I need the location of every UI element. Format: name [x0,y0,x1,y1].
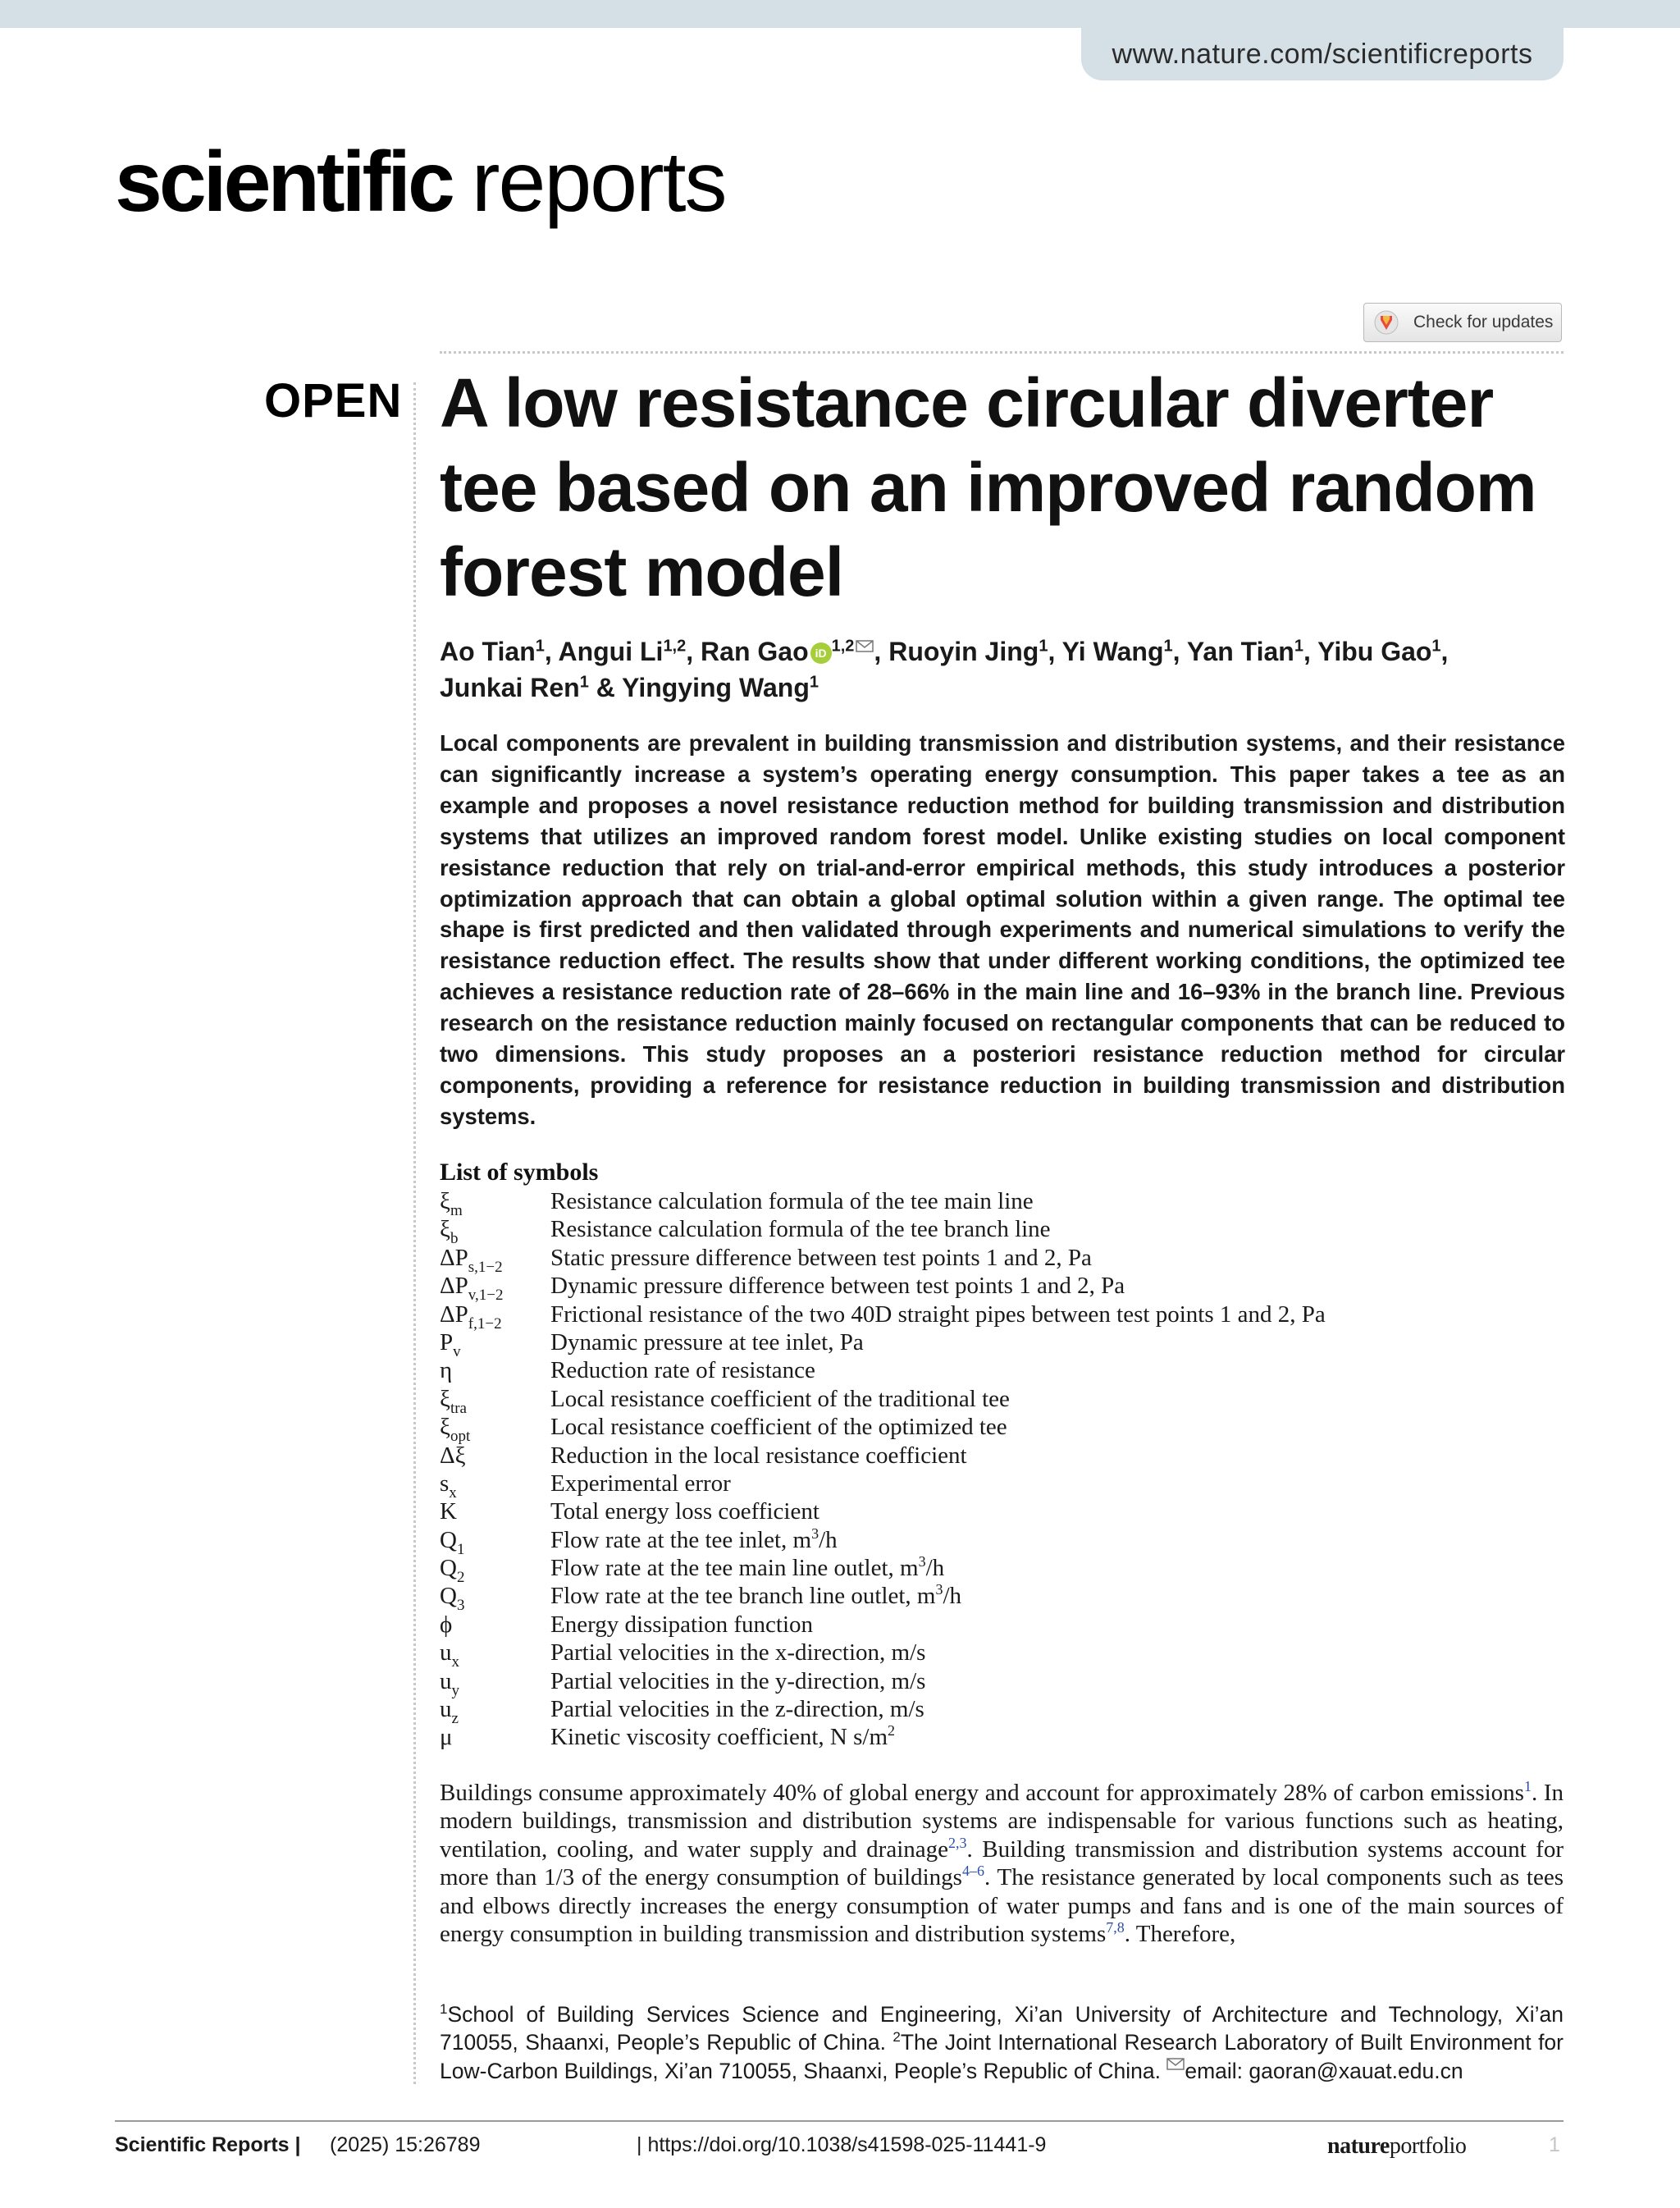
symbol-description [550,1386,1010,1412]
symbol-description [550,1555,944,1581]
journal-url[interactable]: www.nature.com/scientificreports [1081,28,1564,80]
abstract: Local components are prevalent in building transmission and distribution systems, and their resistance can significantly increase a system’s operating energy consumption. This paper takes a tee as an example and proposes a novel resistance reduction method for building transmission and distribution systems that utilizes an improved random forest model. Unlike existing studies on local component resistance reduction that rely on trial-and-error empirical methods, this study introduces a posterior optimization approach that can obtain a global optimal solution within a given range. The optimal tee shape is first predicted and then validated through experiments and numerical simulations to verify the resistance reduction effect. The results show that under different working conditions, the optimized tee achieves a resistance reduction rate of 28–66% in the main line and 16–93% in the branch line. Previous research on the resistance reduction mainly focused on rectangular components that can be reduced to two dimensions. This study proposes an a posteriori resistance reduction method for circular components, providing a reference for resistance reduction in building transmission and distribution systems. [440,730,1565,1129]
footer-year-volume: (2025) 15:26789 [330,2133,481,2156]
symbol-base: u [440,1667,452,1694]
symbol-description [550,1245,1092,1271]
symbol-subscript: m [450,1202,463,1219]
symbol [440,1667,459,1699]
symbol [440,1639,459,1671]
symbol-description-text: Frictional resistance of the two 40D straight pipes between test points 1 and 2, Pa [550,1301,1326,1328]
author-name: Yibu Gao [1317,637,1432,666]
author-name: Angui Li [558,637,664,666]
symbol-base: ϕ [440,1611,453,1638]
symbol-description-text: Reduction in the local resistance coefficient [550,1442,967,1469]
unit-exponent: 2 [888,1722,896,1739]
symbol-base: K [440,1498,457,1525]
author-affiliation: 1 [1294,637,1303,656]
symbol [440,1611,452,1638]
check-updates-label: Check for updates [1413,313,1554,331]
symbol-row [440,1639,1572,1671]
symbol-row [440,1498,1572,1526]
symbol-base: ΔP [440,1301,468,1328]
symbol-description-text: Partial velocities in the z-direction, m/s [550,1696,924,1723]
symbol-base: u [440,1639,452,1666]
symbol-base: ξ [440,1188,450,1214]
symbol-row [440,1385,1572,1417]
author-name: Ran Gao [701,637,809,666]
symbols-heading: List of symbols [440,1159,599,1186]
citation-link[interactable]: 7,8 [1106,1919,1125,1936]
symbol-row [440,1611,1572,1639]
symbol [440,1357,452,1383]
symbol [440,1526,465,1558]
author-affiliation: 1 [535,637,545,656]
symbol-row [440,1724,1572,1752]
symbol-row [440,1525,1572,1558]
symbol [440,1470,457,1502]
symbol-description [550,1188,1034,1214]
author-name: Ao Tian [440,637,536,666]
journal-logo-light: reports [471,135,726,230]
intro-paragraph [440,1779,1564,1948]
symbol-subscript: f,1−2 [468,1314,502,1333]
unit-exponent: 3 [935,1581,943,1598]
symbol-base: ξ [440,1385,450,1412]
symbol-row [440,1696,1572,1728]
symbol-description-text: Dynamic pressure difference between test points 1 and 2, Pa [550,1273,1125,1300]
unit-tail: /h [819,1526,838,1553]
citation-link[interactable]: 1 [1523,1778,1532,1794]
body-text-segment: . In modern buildings, transmission and distribution systems are indispensable for various functions such as heating, ventilation, cooling, and water supply and drainage [440,1780,1564,1863]
symbol [440,1216,459,1248]
symbol-description [550,1329,864,1355]
check-for-updates-button[interactable] [1363,303,1562,342]
symbol-subscript: tra [450,1399,467,1417]
symbol-description-text: Flow rate at the tee branch line outlet, m [550,1583,936,1610]
symbol-description [550,1696,924,1722]
brand-portfolio: portfolio [1389,2133,1467,2159]
symbol-description [550,1583,961,1609]
author-list: Ao Tian$^1$, Angui Li$^{1,2}$, Ran Gao iD $^{1,2}$ , Ruoyin Jing$^1$, Yi Wang$^1$, Yan Tian$^1$, Yibu Gao$^1$, Junkai Ren$^1$ & Yingying Wang$^1$ [440,637,1449,702]
symbol-description-text: Local resistance coefficient of the optimized tee [550,1414,1007,1441]
footer-doi-link[interactable]: | https://doi.org/10.1038/s41598-025-11441-9 [637,2133,1047,2156]
symbol-subscript: 2 [456,1569,465,1587]
symbol-base: ΔP [440,1273,468,1300]
unit-exponent: 3 [811,1525,819,1542]
footer-rule [115,2120,1564,2122]
symbol-description [550,1470,731,1497]
author-affiliation: 1 [1163,637,1173,656]
symbol [440,1385,467,1417]
citation-link[interactable]: 4–6 [961,1863,984,1880]
symbol-row [440,1414,1572,1446]
symbol-base: η [440,1357,453,1384]
symbol-base: ΔP [440,1244,468,1271]
symbol-description [550,1639,925,1666]
symbol-row [440,1442,1572,1470]
brand-nature: nature [1327,2133,1390,2159]
symbol-subscript: y [451,1681,459,1699]
symbol-description [550,1442,967,1469]
author-name: Yingying Wang [622,673,810,702]
article-title: A low resistance circular diverter tee based on an improved random forest model [440,364,1536,610]
orcid-icon[interactable]: iD [810,642,832,664]
symbol-subscript: opt [450,1428,471,1446]
symbol-row [440,1328,1572,1360]
symbol-description [550,1611,813,1638]
body-text-segment: . Building transmission and distribution systems account for more than 1/3 of the energy consumption of buildings [440,1835,1564,1891]
symbol-subscript: v,1−2 [468,1287,504,1305]
symbol-description [550,1498,819,1525]
author-name: Ruoyin Jing [888,637,1039,666]
unit-exponent: 3 [918,1553,926,1570]
symbol [440,1498,457,1525]
author-name: Yan Tian [1186,637,1294,666]
symbol-row [440,1216,1572,1248]
symbol-description [550,1527,838,1553]
symbol [440,1188,463,1219]
symbol-description [550,1273,1125,1299]
symbol-subscript: v [453,1342,461,1360]
top-banner [0,0,1680,28]
symbol [440,1273,504,1305]
unit-tail: /h [925,1555,945,1582]
symbol-description-text: Local resistance coefficient of the traditional tee [550,1385,1010,1412]
author-name: Junkai Ren [440,673,580,702]
symbol-row [440,1581,1572,1615]
footer-journal: Scientific Reports | [115,2133,301,2156]
symbol [440,1414,471,1446]
author-name: Yi Wang [1061,637,1164,666]
symbols-list [440,1188,1572,1753]
symbol-subscript: x [449,1483,457,1502]
symbol [440,1244,503,1276]
check-updates-icon [1374,310,1399,335]
symbol-description-text: Static pressure difference between test points 1 and 2, Pa [550,1244,1092,1271]
envelope-icon[interactable] [856,640,874,652]
symbol-base: ξ [440,1414,450,1441]
symbol-description-text: Partial velocities in the x-direction, m/s [550,1639,926,1666]
symbol-base: P [440,1328,454,1355]
symbol-description-text: Resistance calculation formula of the tee main line [550,1188,1034,1214]
symbol-row [440,1301,1572,1333]
journal-logo[interactable] [115,135,726,230]
symbol-subscript: s,1−2 [468,1258,503,1276]
author-affiliation: 1 [579,673,589,692]
author-affiliation: 1 [809,673,819,692]
symbol-description [550,1216,1051,1242]
symbol-description-text: Dynamic pressure at tee inlet, Pa [550,1328,864,1355]
affil-2: The Joint International Research Laboratory of Built Environment for Low-Carbon Buildings, Xi’an 710055, Shaanxi, People’s Republic of China. [440,2030,1564,2083]
header-divider [440,351,1564,354]
author-affiliation: 1 [1431,637,1441,656]
symbol [440,1696,459,1728]
symbol-subscript: b [450,1230,459,1248]
author-affiliation: 1,2 [663,637,687,656]
symbol-row [440,1667,1572,1699]
symbol [440,1724,453,1750]
symbol-base: Q [440,1583,457,1610]
symbol-row [440,1188,1572,1219]
affil-1-marker: 1 [440,2001,448,2017]
citation-link[interactable]: 2,3 [948,1834,967,1851]
symbol-description [550,1301,1326,1328]
nature-portfolio-logo [1327,2133,1466,2160]
symbol-description-text: Reduction rate of resistance [550,1357,815,1384]
author-affiliation: 1,2 [831,637,855,656]
affil-2-marker: 2 [892,2029,901,2046]
symbol-row [440,1357,1572,1385]
symbol-base: μ [440,1724,453,1751]
symbol-description [550,1668,925,1694]
symbol-description-text: Flow rate at the tee inlet, m [550,1526,812,1553]
symbol-description-text: Flow rate at the tee main line outlet, m [550,1555,919,1582]
symbol-row [440,1470,1572,1502]
symbol [440,1328,461,1360]
symbol-base: Q [440,1526,457,1553]
symbol-description [550,1724,895,1750]
symbol-description-text: Energy dissipation function [550,1611,814,1638]
body-text-segment: . The resistance generated by local components such as tees and elbows directly increases the energy consumption of water pumps and fans and is one of the main sources of energy consumption in building transmission and distribution systems [440,1864,1564,1948]
symbol [440,1583,465,1615]
page-number: 1 [1549,2133,1560,2156]
affil-1: School of Building Services Science and Engineering, Xi’an University of Architecture and Technology, Xi’an 710055, Shaanxi, People’s Republic of China. [440,2002,1564,2055]
body-text-segment: . Therefore, [1124,1921,1236,1948]
symbol-base: Q [440,1555,457,1582]
body-text-segment: Buildings consume approximately 40% of global energy and account for approximately 28% of carbon emissions [440,1780,1524,1806]
corresponding-email[interactable]: email: gaoran@xauat.edu.cn [1185,2058,1463,2083]
symbol-description-text: Partial velocities in the y-direction, m/s [550,1667,926,1694]
margin-divider [413,382,416,2084]
symbol-description-text: Kinetic viscosity coefficient, N s/m [550,1724,888,1751]
journal-logo-bold: scientific [115,135,452,230]
symbol-base: s [440,1470,450,1497]
symbol-description-text: Resistance calculation formula of the tee branch line [550,1216,1051,1243]
symbol-base: ξ [440,1216,450,1243]
symbol-description [550,1414,1007,1440]
symbol-base: Δξ [440,1442,466,1469]
symbol-description-text: Experimental error [550,1470,731,1497]
symbol-subscript: 3 [456,1597,465,1615]
symbol-description-text: Total energy loss coefficient [550,1498,819,1525]
symbol-subscript: 1 [456,1540,465,1558]
symbol-description [550,1357,815,1383]
affiliations [440,2000,1564,2085]
symbol [440,1442,466,1469]
symbol-row [440,1244,1572,1276]
symbol-row [440,1553,1572,1587]
envelope-icon [1166,2058,1185,2070]
symbol-subscript: z [451,1710,459,1728]
symbol [440,1555,465,1587]
author-affiliation: 1 [1039,637,1048,656]
symbol-row [440,1273,1572,1305]
open-access-label: OPEN [264,374,403,427]
symbol-base: u [440,1696,452,1723]
symbol-subscript: x [451,1653,459,1671]
symbol [440,1301,502,1333]
unit-tail: /h [943,1583,962,1610]
